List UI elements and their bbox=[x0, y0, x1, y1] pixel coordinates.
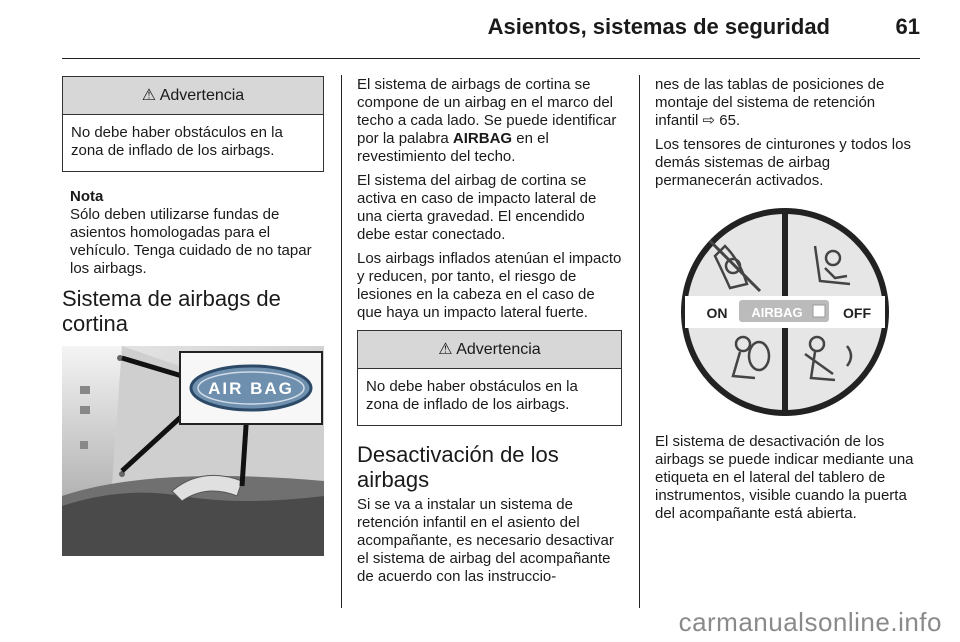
section-heading-deactivation: Desactivación de los airbags bbox=[357, 442, 559, 492]
airbag-emblem-text: AIR BAG bbox=[208, 379, 294, 398]
column-2 bbox=[357, 76, 622, 592]
page-reference: 65. bbox=[719, 112, 741, 129]
column-3 bbox=[655, 76, 920, 529]
warning-text: No debe haber obstáculos en la zona de inflado de los airbags. bbox=[71, 124, 283, 159]
paragraph-mounting-tables: nes de las tablas de posiciones de montaje del sistema de retención infantil ⇨ 65. bbox=[655, 76, 885, 129]
running-header-title: Asientos, sistemas de seguridad bbox=[487, 14, 830, 39]
warning-triangle-icon: ⚠ bbox=[141, 87, 157, 104]
page-reference-arrow-icon: ⇨ bbox=[702, 112, 716, 129]
note-block bbox=[62, 188, 324, 278]
header-rule bbox=[62, 58, 920, 59]
note-text: Sólo deben utilizarse fundas de asientos homologadas para el vehículo. Tenga cuidado de no tapar los airbags. bbox=[70, 206, 312, 277]
warning-header bbox=[63, 77, 323, 115]
label-on: ON bbox=[706, 305, 728, 321]
note-title: Nota bbox=[70, 188, 104, 205]
paragraph-curtain-composition: El sistema de airbags de cortina se compone de un airbag en el marco del techo a cada lado. Se puede identificar por la palabra AIRBAG en el revestimiento del techo. bbox=[357, 76, 617, 165]
warning-title: Advertencia bbox=[159, 87, 245, 104]
curtain-airbag-figure bbox=[62, 346, 324, 556]
page-number: 61 bbox=[895, 14, 920, 39]
warning-box-2 bbox=[357, 330, 622, 426]
airbag-deactivation-label-figure bbox=[655, 206, 920, 421]
label-off: OFF bbox=[843, 305, 871, 321]
column-divider-2 bbox=[639, 75, 640, 608]
airbag-keyword: AIRBAG bbox=[452, 130, 513, 147]
paragraph-deactivation-label: El sistema de desactivación de los airbags se puede indicar mediante una etiqueta en el lateral del tablero de instrumentos, visible cuando la puerta del acompañante está abierta. bbox=[655, 433, 914, 522]
paragraph-inflated-airbags: Los airbags inflados atenúan el impacto y reducen, por tanto, el riesgo de lesiones en la cabeza en el caso de que haya un impacto lateral fuerte. bbox=[357, 250, 622, 321]
column-divider-1 bbox=[341, 75, 342, 608]
label-airbag: AIRBAG bbox=[751, 305, 803, 320]
warning-title-2: Advertencia bbox=[456, 341, 541, 358]
warning-box bbox=[62, 76, 324, 172]
footer-watermark-url: carmanualsonline.info bbox=[678, 607, 942, 637]
paragraph-belt-tensioners: Los tensores de cinturones y todos los demás sistemas de airbag permanecerán activados. bbox=[655, 136, 911, 189]
warning-header-2 bbox=[358, 331, 621, 369]
warning-text-2: No debe haber obstáculos en la zona de inflado de los airbags. bbox=[366, 378, 578, 413]
warning-triangle-icon: ⚠ bbox=[438, 341, 453, 358]
section-heading-curtain-airbags: Sistema de airbags de cortina bbox=[62, 286, 281, 336]
paragraph-child-restraint: Si se va a instalar un sistema de retención infantil en el asiento del acompañante, es necesario desactivar el sistema de airbag del acompañante de acuerdo con las instruccio- bbox=[357, 496, 614, 585]
paragraph-activation: El sistema del airbag de cortina se activa en caso de impacto lateral de una cierta gravedad. El encendido debe estar conectado. bbox=[357, 172, 597, 243]
column-1 bbox=[62, 76, 324, 556]
